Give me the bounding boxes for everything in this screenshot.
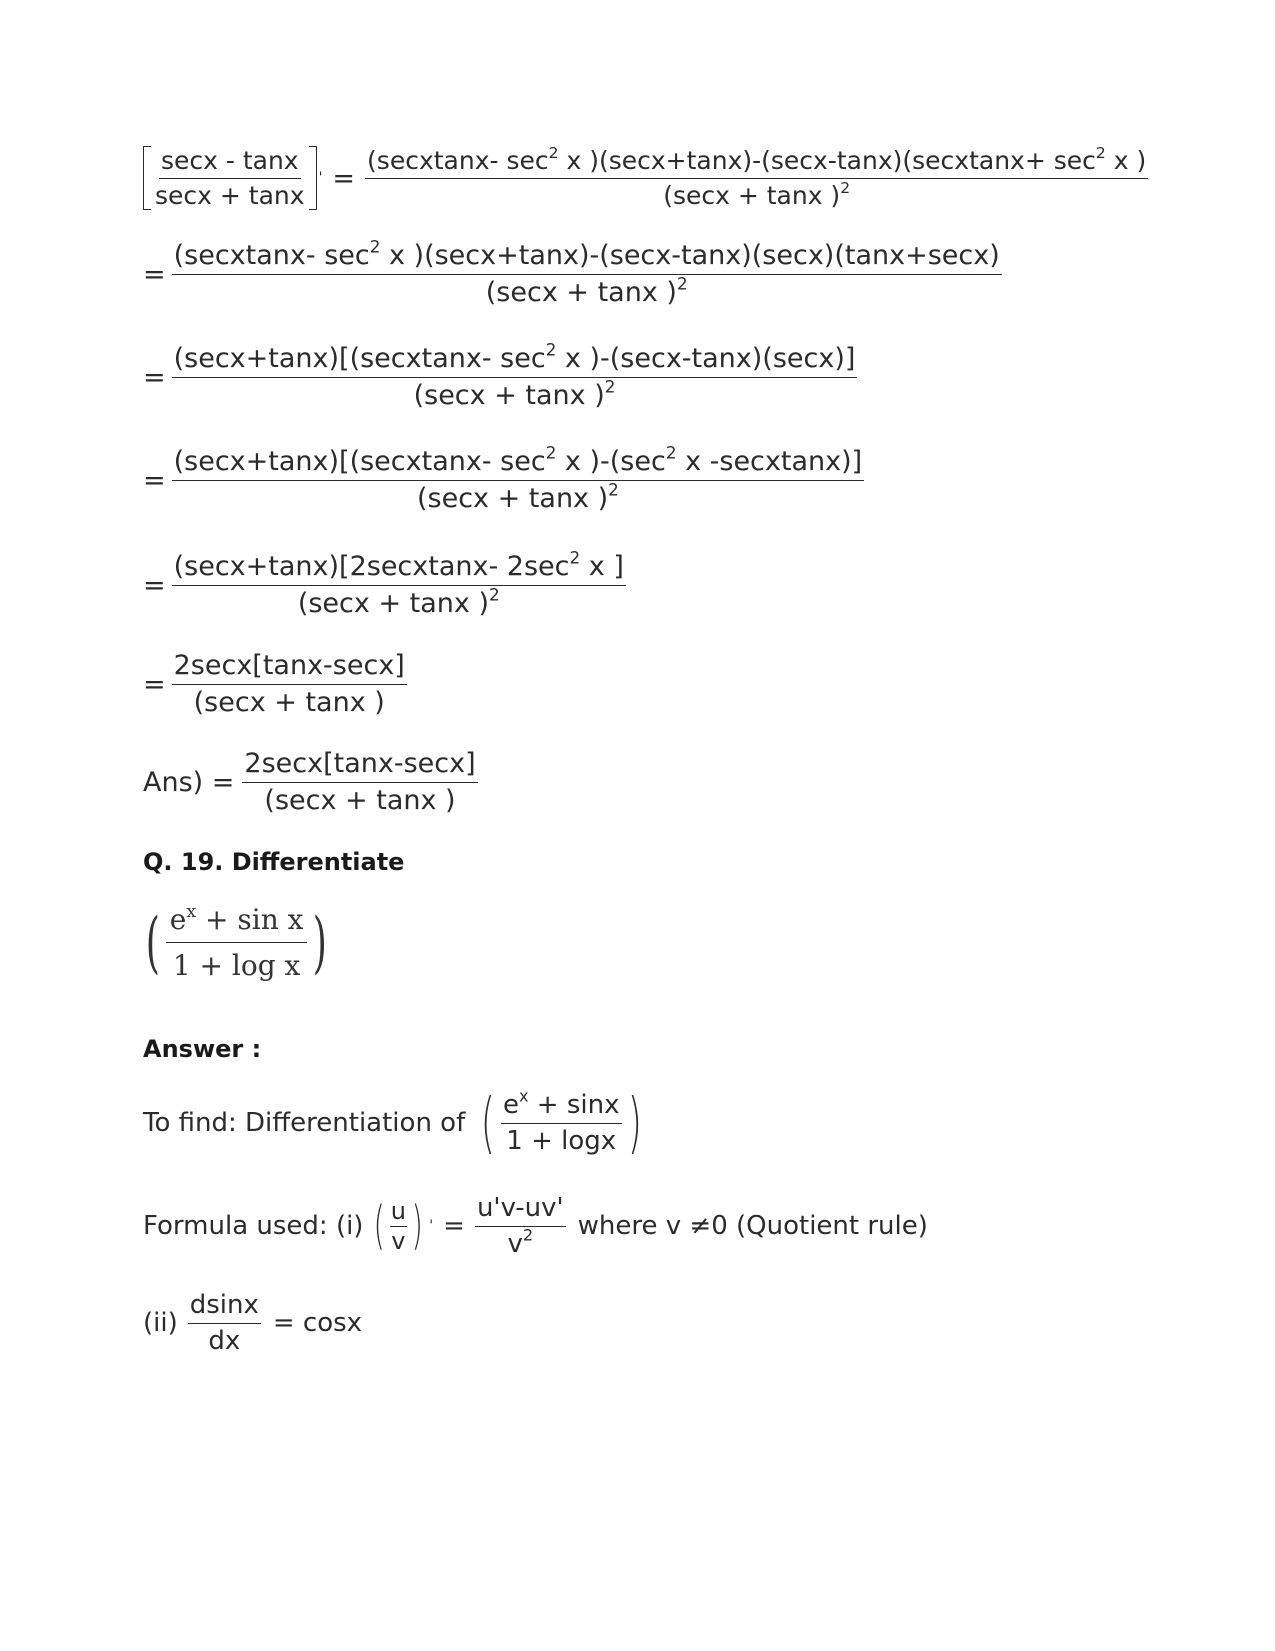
fraction xyxy=(172,442,865,514)
quotient-fraction xyxy=(475,1193,566,1259)
formula-note: where v ≠0 (Quotient rule) xyxy=(577,1211,928,1241)
numerator: (secx+tanx)[(secxtanx- $\sec^2 x$ )$-(\sec^2$ x -secxtanx)] xyxy=(172,446,865,481)
equation-step-1 xyxy=(143,146,1148,210)
formula-label: Formula used: (i) xyxy=(143,1211,364,1241)
formula-rhs: = cosx xyxy=(272,1308,363,1338)
left-paren: ( xyxy=(374,1196,386,1256)
fraction xyxy=(172,650,407,718)
to-find-text: To find: Differentiation of xyxy=(143,1108,466,1138)
fraction xyxy=(242,748,477,816)
left-paren: ( xyxy=(145,903,160,981)
equals-sign: = xyxy=(143,258,166,290)
denominator: (secx + tanx )$^2$ xyxy=(413,376,616,411)
lhs-denominator: secx + tanx xyxy=(155,181,305,210)
equation-step-6 xyxy=(143,650,407,718)
formula-label: (ii) xyxy=(143,1308,178,1338)
equation-step-3 xyxy=(143,339,857,411)
fraction xyxy=(172,339,858,411)
bracketed-fraction xyxy=(143,146,317,210)
denominator: dx xyxy=(208,1326,241,1356)
rhs-denominator: (secx + tanx )$^2$ xyxy=(663,179,851,210)
lhs-fraction xyxy=(155,146,305,210)
final-answer xyxy=(143,748,478,816)
equals-sign: = xyxy=(443,1211,465,1241)
prime-mark: ' xyxy=(318,170,323,186)
formula-sin-derivative xyxy=(143,1290,362,1356)
numerator: $e^x + \sin x$ xyxy=(166,903,308,943)
to-find-line xyxy=(143,1084,647,1161)
equation-step-5 xyxy=(143,547,626,619)
equals-sign: = xyxy=(143,464,166,496)
equals-sign: = xyxy=(143,569,166,601)
right-paren: ) xyxy=(411,1196,423,1256)
numerator: 2secx[tanx-secx] xyxy=(172,650,407,685)
question-title: Q. 19. Differentiate xyxy=(143,848,405,876)
v: v xyxy=(391,1227,406,1255)
prime-mark: ' xyxy=(429,1218,434,1234)
denominator: (secx + tanx )$^2$ xyxy=(416,479,619,514)
denominator: (secx + tanx ) xyxy=(193,687,385,718)
numerator: u'v-uv' xyxy=(475,1193,566,1227)
right-paren: ) xyxy=(313,903,328,981)
fraction xyxy=(166,903,308,982)
numerator: 2secx[tanx-secx] xyxy=(242,748,477,783)
denominator: (secx + tanx )$^2$ xyxy=(485,273,688,308)
rhs-numerator: (secxtanx- $\sec^2 x$ )(secx+tanx)-(secx-tanx)(secxtanx+ $\sec^2 x$ ) xyxy=(365,146,1148,179)
question-expression xyxy=(140,903,333,982)
denominator: (secx + tanx )$^2$ xyxy=(297,584,500,619)
numerator: $e^x + \sin x$ xyxy=(501,1090,622,1124)
right-paren: ) xyxy=(627,1084,642,1161)
u-over-v xyxy=(390,1197,407,1255)
denominator: (secx + tanx ) xyxy=(264,785,456,816)
equation-step-2 xyxy=(143,236,1002,308)
numerator: dsinx xyxy=(188,1290,261,1324)
fraction xyxy=(172,236,1002,308)
rhs-fraction xyxy=(365,146,1148,210)
formula-quotient-rule xyxy=(143,1193,928,1259)
numerator: (secx+tanx)[2secxtanx- $2\sec^2$ x ] xyxy=(172,551,626,586)
lhs-numerator: secx - tanx xyxy=(159,146,301,179)
equals-sign: = xyxy=(143,668,166,700)
equals-sign: = xyxy=(143,361,166,393)
equation-step-4 xyxy=(143,442,864,514)
fraction xyxy=(501,1086,622,1156)
fraction xyxy=(188,1290,261,1356)
denominator: 1 + logx xyxy=(506,1126,617,1156)
numerator: (secxtanx- $\sec^2 x$ )(secx+tanx)-(secx-tanx)(secx)(tanx+secx) xyxy=(172,240,1002,275)
numerator: (secx+tanx)[(secxtanx- $\sec^2 x$ )-(secx-tanx)(secx)] xyxy=(172,343,858,378)
u: u xyxy=(390,1197,406,1225)
equals-sign: = xyxy=(332,162,356,194)
denominator: 1 + log x xyxy=(172,949,301,982)
fraction xyxy=(172,547,626,619)
answer-label: Answer : xyxy=(143,1035,262,1063)
ans-label: Ans) = xyxy=(143,766,235,798)
denominator: $v^2$ xyxy=(507,1225,534,1259)
left-paren: ( xyxy=(481,1084,496,1161)
